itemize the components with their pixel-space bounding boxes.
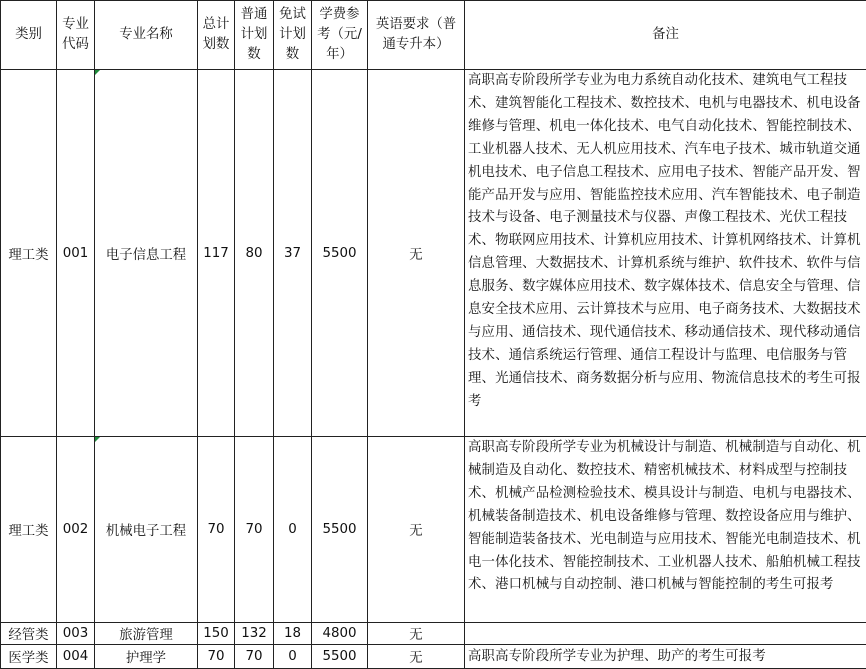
category-cell: 理工类 bbox=[1, 437, 57, 623]
table-row bbox=[1, 623, 866, 645]
major-name-cell: 护理学 bbox=[95, 645, 198, 669]
english-requirement-cell: 无 bbox=[368, 70, 465, 437]
tuition-cell: 4800 bbox=[312, 623, 368, 645]
regular-plan-cell: 70 bbox=[235, 437, 274, 623]
code-cell: 001 bbox=[57, 70, 95, 437]
header-regular-plan: 普通计划数 bbox=[235, 1, 274, 70]
tuition-cell: 5500 bbox=[312, 645, 368, 669]
total-plan-cell: 70 bbox=[198, 437, 235, 623]
notes-cell bbox=[465, 623, 866, 645]
major-name-cell bbox=[95, 437, 198, 623]
total-plan-cell: 70 bbox=[198, 645, 235, 669]
code-cell: 003 bbox=[57, 623, 95, 645]
header-code: 专业代码 bbox=[57, 1, 95, 70]
tuition-cell: 5500 bbox=[312, 70, 368, 437]
header-category: 类别 bbox=[1, 1, 57, 70]
comment-marker bbox=[95, 70, 100, 75]
english-requirement-cell: 无 bbox=[368, 645, 465, 669]
comment-marker bbox=[95, 437, 100, 442]
table-row bbox=[1, 70, 866, 437]
exempt-plan-cell: 0 bbox=[274, 645, 312, 669]
header-exempt-plan: 免试计划数 bbox=[274, 1, 312, 70]
major-name: 电子信息工程 bbox=[106, 248, 186, 263]
code-cell: 002 bbox=[57, 437, 95, 623]
header-total-plan: 总计划数 bbox=[198, 1, 235, 70]
header-english: 英语要求（普通专升本） bbox=[368, 1, 465, 70]
major-name-cell: 旅游管理 bbox=[95, 623, 198, 645]
total-plan-cell: 150 bbox=[198, 623, 235, 645]
notes-cell: 高职高专阶段所学专业为机械设计与制造、机械制造与自动化、机械制造及自动化、数控技术、精密机械技术、材料成型与控制技术、机械产品检测检验技术、模具设计与制造、电机与电器技术、机械装备制造技术、机电设备维修与管理、数控设备应用与维护、智能制造装备技术、光电制造与应用技术、智能光电制造技术、机电一体化技术、智能控制技术、工业机器人技术、船舶机械工程技术、港口机械与自动控制、港口机械与智能控制的考生可报考 bbox=[465, 437, 866, 623]
notes-cell: 高职高专阶段所学专业为电力系统自动化技术、建筑电气工程技术、建筑智能化工程技术、数控技术、电机与电器技术、机电设备维修与管理、机电一体化技术、电气自动化技术、智能控制技术、工业机器人技术、无人机应用技术、汽车电子技术、城市轨道交通机电技术、电子信息工程技术、应用电子技术、智能产品开发、智能产品开发与应用、智能监控技术应用、汽车智能技术、电子制造技术与设备、电子测量技术与仪器、声像工程技术、光伏工程技术、物联网应用技术、计算机应用技术、计算机网络技术、计算机信息管理、大数据技术、计算机系统与维护、软件技术、软件与信息服务、数字媒体应用技术、数字媒体技术、信息安全与管理、信息安全技术应用、云计算技术与应用、电子商务技术、大数据技术与应用、通信技术、现代通信技术、移动通信技术、现代移动通信技术、通信系统运行管理、通信工程设计与监理、电信服务与管理、光通信技术、商务数据分析与应用、物流信息技术的考生可报考 bbox=[465, 70, 866, 437]
english-requirement-cell: 无 bbox=[368, 623, 465, 645]
major-name: 机械电子工程 bbox=[106, 524, 186, 539]
exempt-plan-cell: 0 bbox=[274, 437, 312, 623]
header-name: 专业名称 bbox=[95, 1, 198, 70]
header-tuition: 学费参考（元/年） bbox=[312, 1, 368, 70]
category-cell: 理工类 bbox=[1, 70, 57, 437]
regular-plan-cell: 80 bbox=[235, 70, 274, 437]
tuition-cell: 5500 bbox=[312, 437, 368, 623]
exempt-plan-cell: 18 bbox=[274, 623, 312, 645]
total-plan-cell: 117 bbox=[198, 70, 235, 437]
regular-plan-cell: 70 bbox=[235, 645, 274, 669]
regular-plan-cell: 132 bbox=[235, 623, 274, 645]
exempt-plan-cell: 37 bbox=[274, 70, 312, 437]
category-cell: 经管类 bbox=[1, 623, 57, 645]
table-row bbox=[1, 645, 866, 669]
header-row bbox=[1, 1, 866, 70]
category-cell: 医学类 bbox=[1, 645, 57, 669]
notes-cell: 高职高专阶段所学专业为护理、助产的考生可报考 bbox=[465, 645, 866, 669]
code-cell: 004 bbox=[57, 645, 95, 669]
english-requirement-cell: 无 bbox=[368, 437, 465, 623]
header-notes: 备注 bbox=[465, 1, 866, 70]
major-name-cell bbox=[95, 70, 198, 437]
table-row bbox=[1, 437, 866, 623]
